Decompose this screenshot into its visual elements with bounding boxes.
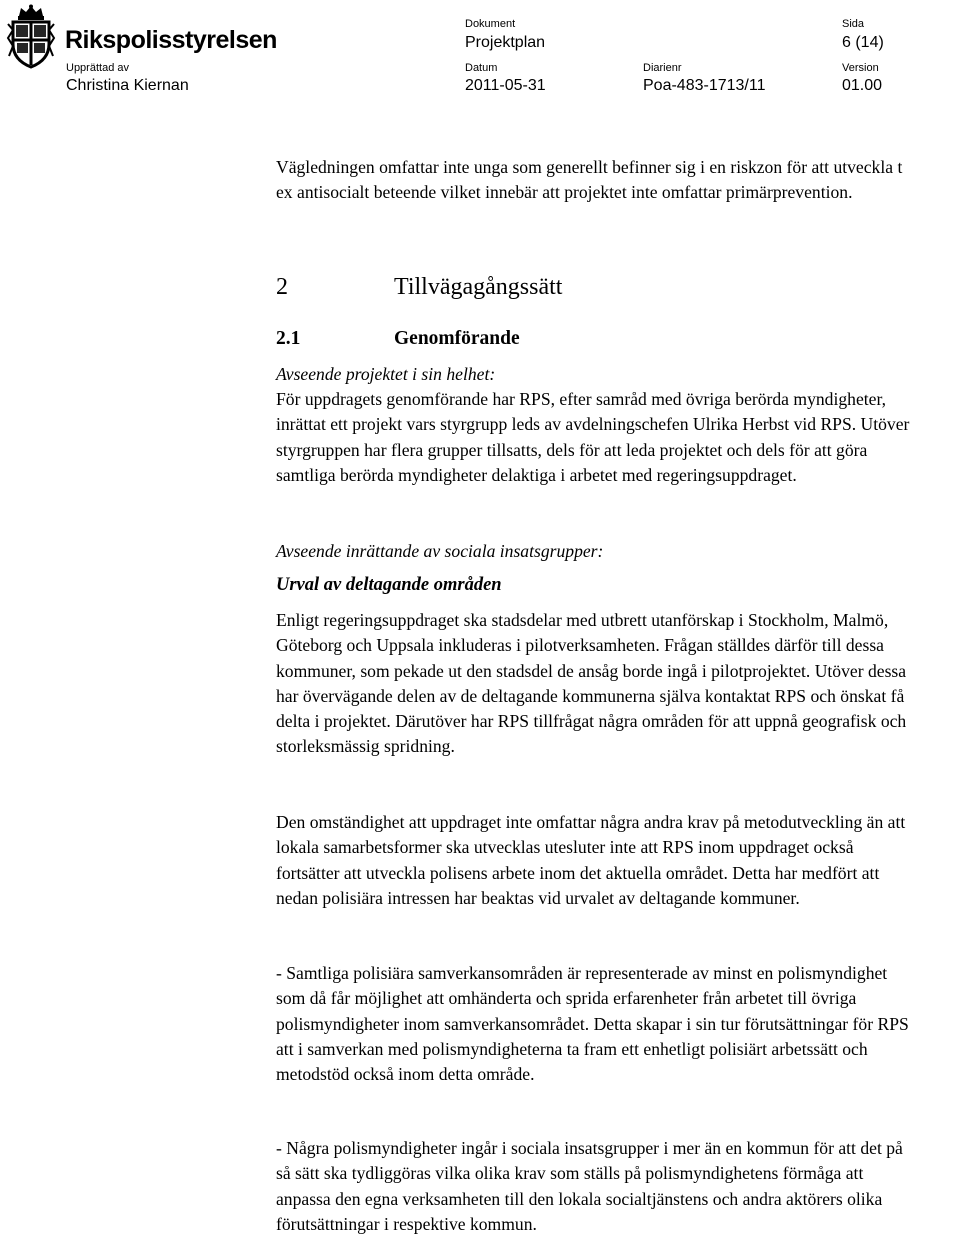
- version-value: 01.00: [842, 77, 883, 94]
- police-crest-icon: [5, 4, 57, 70]
- date-label: Datum: [465, 62, 498, 74]
- document-header: [0, 0, 960, 100]
- version-label: Version: [842, 62, 879, 74]
- page-label: Sida: [842, 18, 865, 30]
- circumstance-paragraph: Den omständighet att uppdraget inte omfattar några andra krav på metodutveckling än att lokala samarbetsformer ska utvecklas utesluter inte att RPS inom uppdraget också fortsätter att utveckla polisens arbete inom det aktuella området. Detta har medfört att nedan polisiära intressen har beaktas vid urvalet av deltagande kommuner.: [276, 812, 906, 908]
- diarienr-value: Poa-483-1713/11: [643, 77, 766, 94]
- section-title: Tillvägagångssätt: [394, 274, 563, 300]
- project-paragraph: För uppdragets genomförande har RPS, efter samråd med övriga berörda myndigheter, inrättat ett projekt vars styrgrupp leds av avdelningschefen Ulrika Herbst vid RPS. Utöver styrgruppen har flera grupper tillsatts, dels för att leda projektet och dels för att göra samtliga berörda myndigheter delaktiga i arbetet med regeringsuppdraget.: [276, 389, 910, 485]
- document-label: Dokument: [465, 18, 516, 30]
- subsection-title: Genomförande: [394, 328, 520, 349]
- subsection-number: 2.1: [276, 328, 301, 349]
- bullet-paragraph-1: - Samtliga polisiära samverkansområden är representerade av minst en polismyndighet som då får möjlighet att omhänderta och sprida erfarenheter från arbetet till övriga polismyndigheter inom samverkansområdet. Detta skapar i sin tur förutsättningar för RPS att i samverkan med polismyndigheterna ta fram ett enhetligt polisiärt arbetssätt och metodstöd också inom detta område.: [276, 963, 909, 1085]
- organization-name: Rikspolisstyrelsen: [65, 26, 277, 54]
- section-heading: [276, 273, 562, 301]
- document-value: Projektplan: [465, 34, 546, 51]
- subsection-heading: [276, 327, 520, 351]
- diarienr-label: Diarienr: [643, 62, 682, 74]
- section-number: 2: [276, 274, 288, 300]
- project-label: Avseende projektet i sin helhet:: [276, 364, 496, 384]
- page-number: 6 (14): [842, 34, 884, 51]
- intro-paragraph: Vägledningen omfattar inte unga som generellt befinner sig i en riskzon för att utveckla t ex antisocialt beteende vilket innebär att projektet inte omfattar primärprevention.: [276, 157, 903, 203]
- selection-paragraph: Enligt regeringsuppdraget ska stadsdelar med utbrett utanförskap i Stockholm, Malmö, Göteborg och Uppsala inkluderas i pilotverksamheten. Frågan ställdes därför till dessa kommuner, som pekade ut den stadsdel de ansåg borde ingå i pilotprojektet. Utöver dessa har övervägande delen av de deltagande kommunerna själva kontaktat RPS och önskat få delta i projektet. Därutöver har RPS tillfrågat några områden för att uppnå geografisk och storleksmässig spridning.: [276, 610, 907, 757]
- groups-label: Avseende inrättande av sociala insatsgrupper:: [276, 541, 604, 561]
- bullet-paragraph-2: - Några polismyndigheter ingår i sociala insatsgrupper i mer än en kommun för att det på så sätt ska tydliggöras vilka olika krav som ställs på polismyndighetens förmåga att anpassa den egna verksamheten till den lokala socialtjänstens och andra aktörers olika förutsättningar i respektive kommun.: [276, 1138, 903, 1234]
- author-value: Christina Kiernan: [66, 77, 189, 94]
- date-value: 2011-05-31: [465, 77, 546, 94]
- author-label: Upprättad av: [66, 62, 129, 74]
- selection-heading: Urval av deltagande områden: [276, 575, 502, 595]
